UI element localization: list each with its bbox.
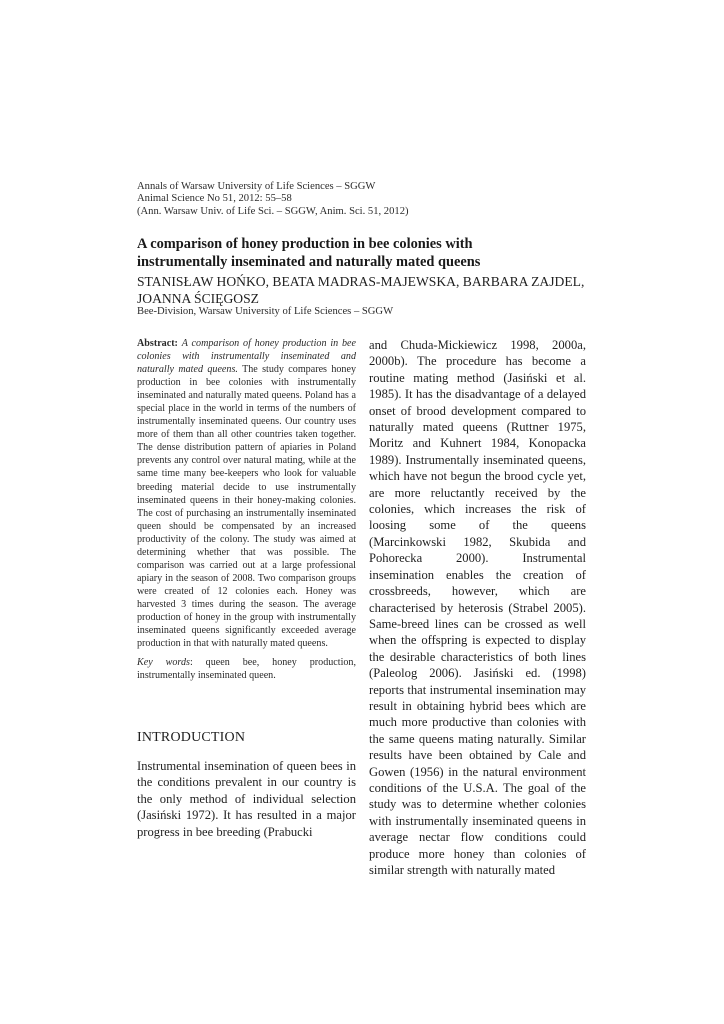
- introduction-left-text: Instrumental insemination of queen bees in the conditions prevalent in our country is the only method of individual selection (Jasiński 1972). It has resulted in a major progress in bee breeding (Prabucki: [137, 759, 356, 839]
- abstract-italic-lead: A comparison of honey production in bee colonies with instrumentally inseminated and naturally mated queens.: [137, 338, 356, 376]
- abstract: [137, 337, 356, 650]
- keywords-label: Key words: [137, 657, 190, 669]
- title-line-2: instrumentally inseminated and naturally mated queens: [137, 253, 481, 270]
- abstract-label: Abstract:: [137, 338, 178, 349]
- journal-line-1: Annals of Warsaw University of Life Sciences – SGGW: [137, 181, 376, 192]
- title-line-1: A comparison of honey production in bee colonies with: [137, 236, 473, 252]
- keywords-text: : queen bee, honey production, instrumentally inseminated queen.: [137, 657, 357, 682]
- left-column: [137, 337, 356, 692]
- section-heading-introduction: INTRODUCTION: [137, 730, 246, 745]
- journal-line-3: (Ann. Warsaw Univ. of Life Sci. – SGGW, Anim. Sci. 51, 2012): [137, 205, 409, 217]
- author-list: [137, 274, 607, 308]
- journal-line-2: Animal Science No 51, 2012: 55–58: [137, 193, 292, 205]
- paper-title: [137, 236, 607, 271]
- abstract-body: The study compares honey production in bee colonies with instrumentally inseminated and naturally mated queens. Poland has a special place in the world in terms of the numbers of instrumentally inseminated queens. Our country uses more of them than all other countries taken together. The dense distribution pattern of apiaries in Poland prevents any control over natural mating, while at the same time many bee-keepers who look for valuable breeding material decide to use instrumentally inseminated queens in their honey-making colonies. The cost of purchasing an instrumentally inseminated queen should be compensated by an increased productivity of the colony. The study was aimed at determining whether that was possible. The comparison was carried out at a large professional apiary in the season of 2008. Two comparison groups were created of 12 colonies each. Honey was harvested 3 times during the season. The average production of honey in the group with instrumentally inseminated queens significantly exceeded average production in that with naturally mated queens.: [137, 364, 356, 650]
- affiliation: Bee-Division, Warsaw University of Life Sciences – SGGW: [137, 306, 394, 317]
- introduction-right-text: and Chuda-Mickiewicz 1998, 2000a, 2000b). The procedure has become a routine mating method (Jasiński et al. 1985). It has the disadvantage of a delayed onset of brood development compared to naturally mated queens (Ruttner 1975, Moritz and Kuhnert 1984, Konopacka 1989). Instrumentally inseminated queens, which have not begun the brood cycle yet, are more reluctantly received by the colonies, which increases the risk of loosing some of the queens (Marcinkowski 1982, Skubida and Pohorecka 2000). Instrumental insemination enables the creation of crossbreeds, however, which are characterised by heterosis (Strabel 2005). Same-breed lines can be crossed as well when the offspring is expected to display the desirable characteristics of both lines (Paleolog 2006). Jasiński ed. (1998) reports that instrumental insemination may result in obtaining hybrid bees which are much more productive than colonies with the same queens mating naturally. Similar results have been obtained by Cale and Gowen (1956) in the natural environment conditions of the U.S.A. The goal of the study was to determine whether colonies with instrumentally inseminated queens in average nectar flow conditions could produce more honey than colonies of similar strength with naturally mated: [369, 338, 586, 877]
- journal-header: [137, 181, 597, 218]
- authors-line-2: JOANNA ŚCIĘGOSZ: [137, 290, 259, 306]
- keywords: [137, 656, 356, 682]
- authors-line-1: STANISŁAW HOŃKO, BEATA MADRAS-MAJEWSKA, BARBARA ZAJDEL,: [137, 274, 585, 289]
